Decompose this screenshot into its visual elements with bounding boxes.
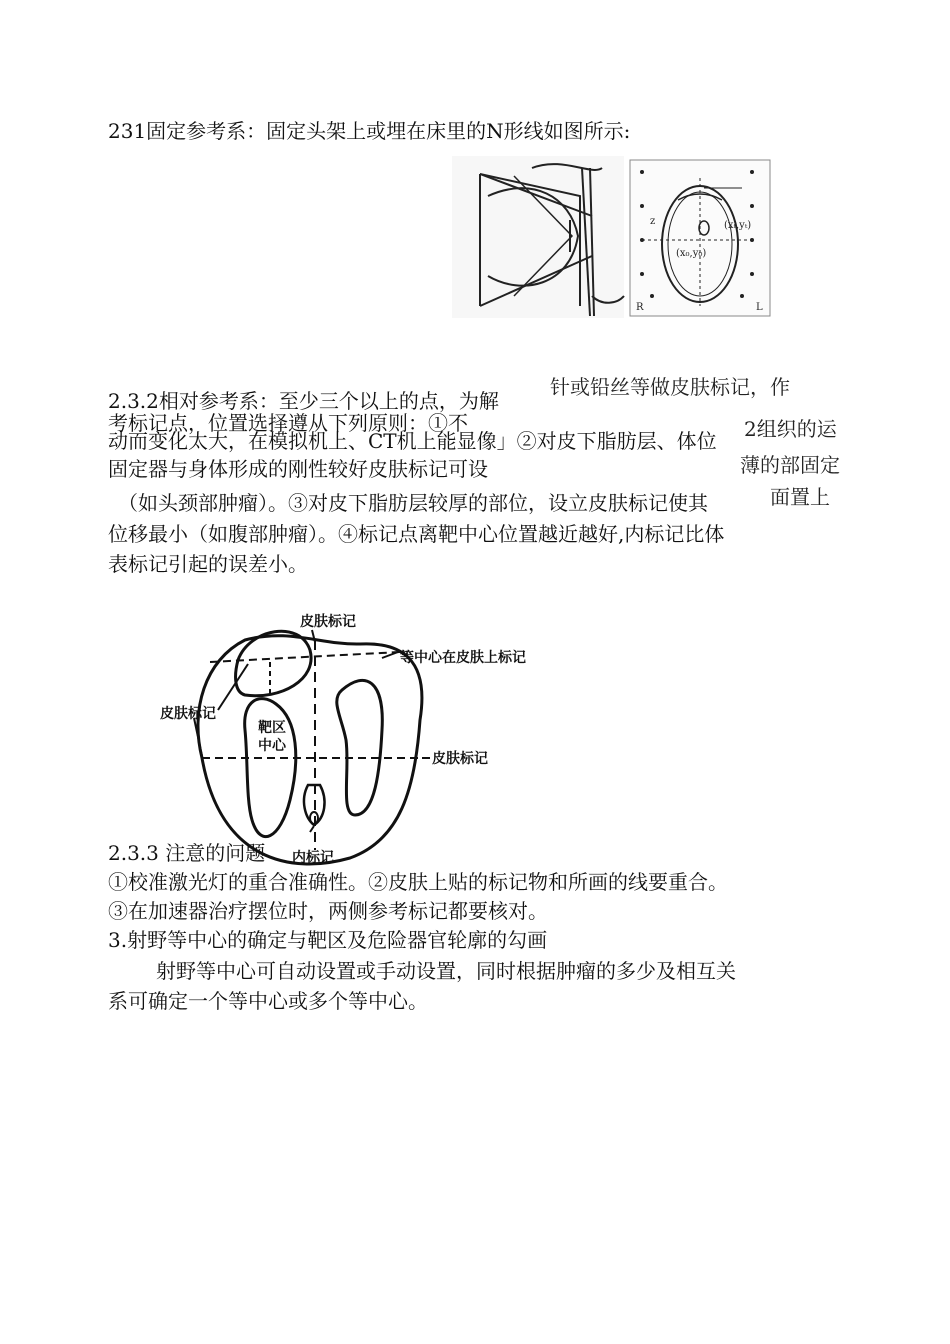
section-232-line2b: 动而变化太大，在模拟机上、CT机上能显像」②对皮下脂肪层、体位 — [108, 429, 717, 453]
section-233-line2: ③在加速器治疗摆位时，两侧参考标记都要核对。 — [108, 899, 548, 923]
section-232-line2: 考标记点，位置选择遵从下列原则：①不 — [108, 411, 468, 435]
section-232-line5: 位移最小（如腹部肿瘤）。④标记点离靶中心位置越近越好,内标记比体 — [108, 522, 725, 546]
left-panel-bg — [452, 156, 624, 318]
section-231-heading: 231固定参考系：固定头架上或埋在床里的N形线如图所示: — [108, 119, 631, 143]
label-skin-mark-right: 皮肤标记 — [432, 751, 488, 767]
label-skin-mark-top: 皮肤标记 — [300, 614, 356, 630]
section-232-line6: 表标记引起的误差小。 — [108, 552, 308, 576]
section-232-line1: 2.3.2相对参考系：至少三个以上的点，为解 — [108, 389, 499, 413]
section-233-line1: ①校准激光灯的重合准确性。②皮肤上贴的标记物和所画的线要重合。 — [108, 870, 728, 894]
section-232-line3: 固定器与身体形成的刚性较好皮肤标记可设 — [108, 457, 488, 481]
head-frame-svg — [452, 156, 774, 320]
section-233-title: 2.3.3 注意的问题 — [108, 841, 266, 865]
coord-x0-label: (x₀,y₀) — [676, 248, 707, 259]
section-3-line1: 射野等中心可自动设置或手动设置，同时根据肿瘤的多少及相互关 — [156, 959, 736, 983]
coord-xt-label: (xₜ,yₜ) — [724, 220, 752, 231]
body-contour-drawing — [198, 631, 422, 864]
section-232-line4: （如头颈部肿瘤）。③对皮下脂肪层较厚的部位，设立皮肤标记使其 — [118, 491, 708, 515]
head-frame-figure — [452, 156, 774, 320]
label-internal-mark: 内标记 — [292, 850, 334, 866]
body-contour-svg — [150, 600, 530, 870]
label-target-center-1: 靶区 — [258, 720, 286, 736]
label-target-center-2: 中心 — [258, 738, 286, 754]
overlay-fragment-3: 薄的部固定 — [740, 453, 840, 477]
r-label: R — [636, 302, 644, 313]
overlay-fragment-4: 面置上 — [770, 485, 830, 509]
label-skin-mark-left: 皮肤标记 — [160, 706, 216, 722]
overlay-fragment-1: 针或铅丝等做皮肤标记，作 — [550, 375, 790, 399]
label-isocenter-mark: 等中心在皮肤上标记 — [400, 650, 526, 666]
body-contour-figure — [150, 600, 530, 870]
axis-z-label: z — [650, 216, 656, 227]
section-3-title: 3.射野等中心的确定与靶区及危险器官轮廓的勾画 — [108, 928, 548, 952]
overlay-fragment-2: 2组织的运 — [744, 417, 837, 441]
section-3-line2: 系可确定一个等中心或多个等中心。 — [108, 989, 428, 1013]
l-label: L — [756, 302, 763, 313]
